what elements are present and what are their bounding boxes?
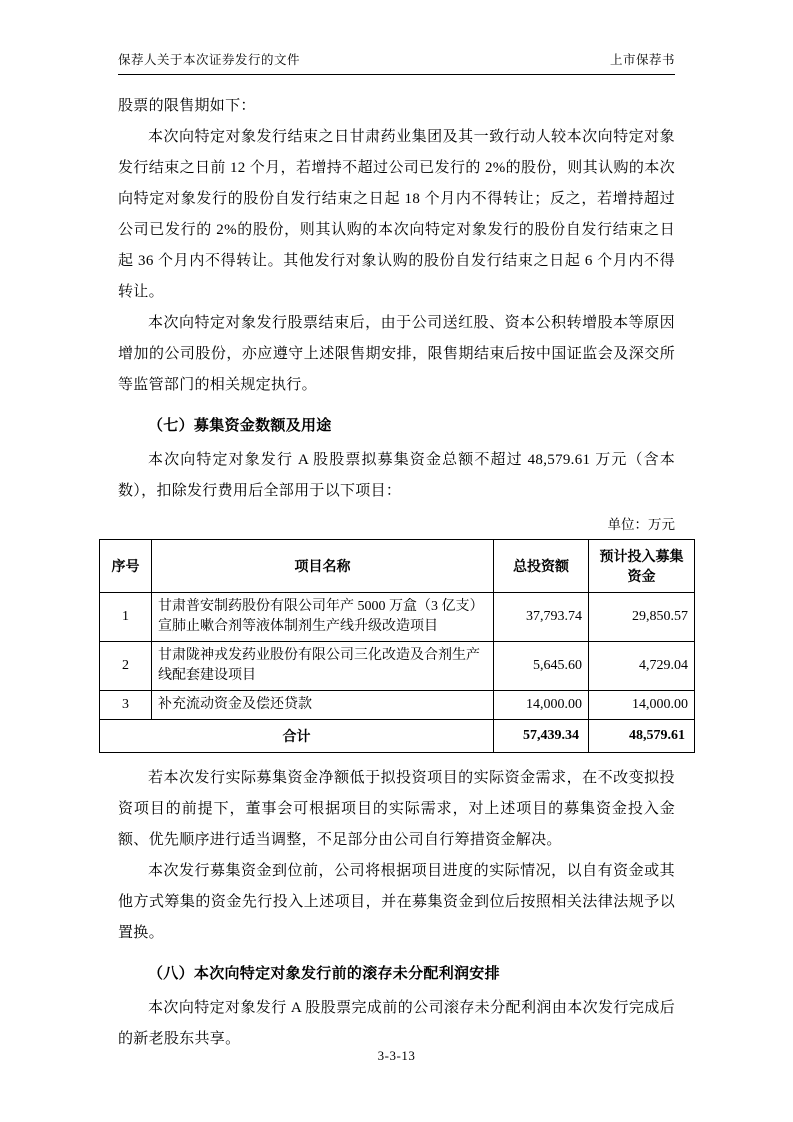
cell-total-investment: 37,793.74 [494,593,589,642]
col-header-total-investment: 总投资额 [494,540,589,593]
cell-raised-funds: 29,850.57 [589,593,695,642]
cell-no: 3 [100,691,152,720]
paragraph-lockup-lead: 股票的限售期如下： [118,98,256,114]
col-header-no: 序号 [100,540,152,593]
cell-total-label: 合计 [100,720,494,753]
cell-total-investment-sum: 57,439.34 [494,720,589,753]
table-row [100,691,695,720]
section-heading-funds: （七）募集资金数额及用途 [148,417,332,434]
header-doc-type: 上市保荐书 [609,53,675,67]
col-header-project-name: 项目名称 [152,540,494,593]
cell-total-investment: 14,000.00 [494,691,589,720]
paragraph-lockup-followup: 本次向特定对象发行股票结束后，由于公司送红股、资本公积转增股本等原因增加的公司股份，亦应遵守上述限售期安排，限售期结束后按中国证监会及深交所等监管部门的相关规定执行。 [118,315,675,393]
cell-raised-funds: 4,729.04 [589,642,695,691]
header-doc-title: 保荐人关于本次证券发行的文件 [118,53,301,67]
document-body [111,91,688,1055]
table-header-row [100,540,695,593]
page-number: 3-3-13 [377,1048,416,1063]
table-row [100,642,695,691]
page-header [118,50,675,75]
cell-no: 1 [100,593,152,642]
section-heading-retained-earnings: （八）本次向特定对象发行前的滚存未分配利润安排 [148,965,500,982]
paragraph-raise-amount: 本次向特定对象发行 A 股股票拟募集资金总额不超过 48,579.61 万元（含本数），扣除发行费用后全部用于以下项目： [118,452,675,499]
table-unit-label: 单位：万元 [607,517,675,532]
table-row [100,593,695,642]
col-header-raised-funds: 预计投入募集资金 [589,540,695,593]
cell-project-name: 甘肃普安制药股份有限公司年产 5000 万盒（3 亿支）宣肺止嗽合剂等液体制剂生产线升级改造项目 [152,593,494,642]
paragraph-adjustment: 若本次发行实际募集资金净额低于拟投资项目的实际资金需求，在不改变拟投资项目的前提下，董事会可根据项目的实际需求，对上述项目的募集资金投入金额、优先顺序进行适当调整，不足部分由公司自行筹措资金解决。 [118,770,675,848]
cell-project-name: 甘肃陇神戎发药业股份有限公司三化改造及合剂生产线配套建设项目 [152,642,494,691]
cell-no: 2 [100,642,152,691]
cell-project-name: 补充流动资金及偿还贷款 [152,691,494,720]
paragraph-retained-earnings: 本次向特定对象发行 A 股股票完成前的公司滚存未分配利润由本次发行完成后的新老股东共享。 [118,1000,675,1047]
cell-raised-funds: 14,000.00 [589,691,695,720]
cell-raised-funds-sum: 48,579.61 [589,720,695,753]
paragraph-prefunding: 本次发行募集资金到位前，公司将根据项目进度的实际情况，以自有资金或其他方式筹集的资金先行投入上述项目，并在募集资金到位后按照相关法律法规予以置换。 [118,863,675,941]
table-total-row [100,720,695,753]
cell-total-investment: 5,645.60 [494,642,589,691]
paragraph-lockup-terms: 本次向特定对象发行结束之日甘肃药业集团及其一致行动人较本次向特定对象发行结束之日前 12 个月，若增持不超过公司已发行的 2%的股份，则其认购的本次向特定对象发行的股份自发行结束之日起 18 个月内不得转让；反之，若增持超过公司已发行的 2%的股份，则其认购的本次向特定对象发行的股份自发行结束之日起 36 个月内不得转让。其他发行对象认购的股份自发行结束之日起 6 个月内不得转让。 [118,129,675,300]
fund-usage-table [99,539,695,753]
